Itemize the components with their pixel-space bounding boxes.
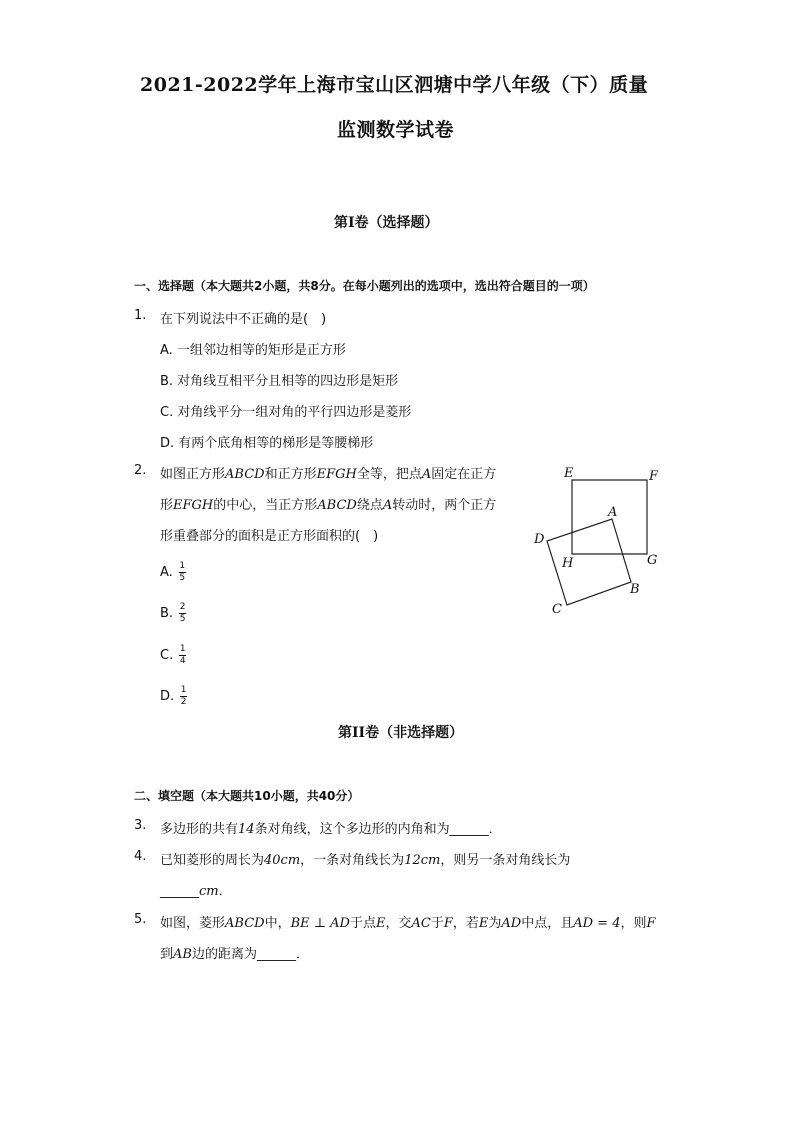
label-b: B [630,582,640,597]
q5-stem-line2: 到AB边的距离为______． [160,947,309,962]
label-f: F [649,469,659,484]
q4-stem-line1: 已知菱形的周长为40cm，一条对角线长为12cm，则另一条对角线长为 [160,853,571,868]
q1-stem: 在下列说法中不正确的是( ) [160,312,327,327]
q2-stem-line3: 形重叠部分的面积是正方形面积的( ) [160,529,379,544]
q1-number: 1. [134,308,147,323]
q2-stem-line2: 形EFGH的中心，当正方形ABCD绕点A转动时，两个正方 [160,498,497,513]
label-c: C [552,602,562,617]
label-g: G [647,553,658,568]
label-d: D [534,532,545,547]
q1-option-d: D. 有两个底角相等的梯形是等腰梯形 [160,436,374,451]
section1-heading: 一、选择题（本大题共2小题，共8分。在每小题列出的选项中，选出符合题目的一项） [134,279,595,293]
fraction: $\frac{1}{5}$ [179,561,186,583]
fraction: $\frac{1}{4}$ [179,644,186,666]
q1-option-b: B. 对角线互相平分且相等的四边形是矩形 [160,374,399,389]
page-title-line2: 监测数学试卷 [337,119,455,141]
q5-stem-line1: 如图，菱形ABCD中，BE ⊥ AD于点E，交AC于F，若E为AD中点，且AD = 4，则F [160,916,656,931]
section2-heading: 二、填空题（本大题共10小题，共40分） [134,789,360,803]
q1-option-a: A. 一组邻边相等的矩形是正方形 [160,343,346,358]
label-a: A [608,505,618,520]
q4-number: 4. [134,849,147,864]
fraction: $\frac{1}{2}$ [180,685,187,707]
square-abcd [547,519,631,605]
page-title-line1: 2021-2022学年上海市宝山区泗塘中学八年级（下）质量 [140,74,649,96]
q4-stem-line2: ______cm． [160,884,232,899]
q3-stem: 多边形的共有14条对角线，这个多边形的内角和为______． [160,822,502,837]
q2-number: 2. [134,463,147,478]
label-h: H [562,556,574,571]
q3-number: 3. [134,818,147,833]
label-e: E [564,466,574,481]
q2-figure [520,455,670,625]
part2-heading: 第II卷（非选择题） [338,725,464,741]
q2-option-a: A. $\frac{1}{5}$ [160,561,186,583]
q2-stem-line1: 如图正方形ABCD和正方形EFGH全等，把点A固定在正方 [160,467,497,482]
part1-heading: 第I卷（选择题） [334,215,439,231]
q5-number: 5. [134,912,147,927]
fraction: $\frac{2}{5}$ [179,602,186,624]
q2-option-c: C. $\frac{1}{4}$ [160,644,186,666]
q2-option-b: B. $\frac{2}{5}$ [160,602,186,624]
q1-option-c: C. 对角线平分一组对角的平行四边形是菱形 [160,405,412,420]
q2-option-d: D. $\frac{1}{2}$ [160,685,187,707]
